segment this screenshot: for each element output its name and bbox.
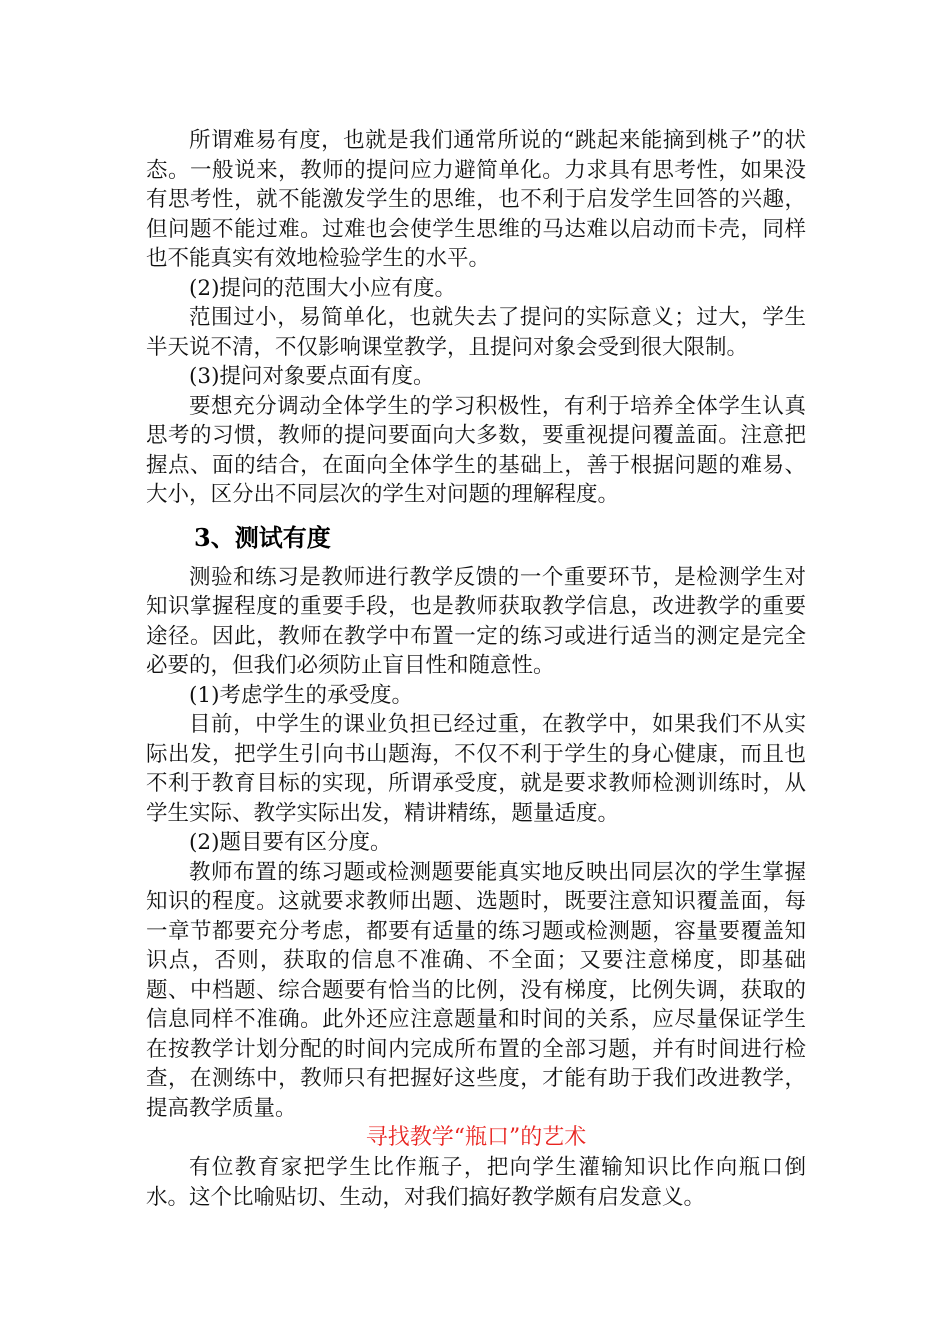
subheading-question-differentiation: (2)题目要有区分度。 <box>189 830 392 855</box>
paragraph-question-target: 要想充分调动全体学生的学习积极性，有利于培养全体学生认真思考的习惯，教师的提问要面向大多数，要重视提问覆盖面。注意把握点、面的结合，在面向全体学生的基础上，善于根据问题的难易、大小，区分出不同层次的学生对问题的理解程度。 <box>146 393 806 507</box>
subheading-student-capacity: (1)考虑学生的承受度。 <box>189 682 413 708</box>
paragraph-question-scope: 范围过小，易简单化，也就失去了提问的实际意义；过大，学生半天说不清，不仅影响课堂教学，且提问对象会受到很大限制。 <box>146 305 806 360</box>
document-body <box>146 126 806 1212</box>
paragraph-bottle-metaphor: 有位教育家把学生比作瓶子，把向学生灌输知识比作向瓶口倒水。这个比喻贴切、生动，对我们搞好教学颇有启发意义。 <box>146 1155 806 1210</box>
paragraph-student-capacity: 目前，中学生的课业负担已经过重，在教学中，如果我们不从实际出发，把学生引向书山题海，不仅不利于学生的身心健康，而且也不利于教育目标的实现，所谓承受度，就是要求教师检测训练时，从学生实际、教学实际出发，精讲精练，题量适度。 <box>146 712 806 826</box>
subheading-question-scope: (2)提问的范围大小应有度。 <box>189 275 456 301</box>
section-heading-testing: 3、测试有度 <box>194 522 331 552</box>
paragraph-question-differentiation: 教师布置的练习题或检测题要能真实地反映出同层次的学生掌握知识的程度。这就要求教师出题、选题时，既要注意知识覆盖面，每一章节都要充分考虑，都要有适量的练习题或检测题，容量要覆盖知识点，否则，获取的信息不准确、不全面；又要注意梯度，即基础题、中档题、综合题要有恰当的比例，没有梯度，比例失调，获取的信息同样不准确。此外还应注意题量和时间的关系，应尽量保证学生在按教学计划分配的时间内完成所布置的全部习题，并有时间进行检查，在测练中，教师只有把握好这些度，才能有助于我们改进教学，提高教学质量。 <box>146 859 806 1121</box>
paragraph-difficulty: 所谓难易有度，也就是我们通常所说的“跳起来能摘到桃子”的状态。一般说来，教师的提问应力避简单化。力求具有思考性，如果没有思考性，就不能激发学生的思维，也不利于启发学生回答的兴趣，但问题不能过难。过难也会使学生思维的马达难以启动而卡壳，同样也不能真实有效地检验学生的水平。 <box>146 128 806 271</box>
subheading-question-target: (3)提问对象要点面有度。 <box>189 364 435 389</box>
article-title-bottle-neck: 寻找教学“瓶口”的艺术 <box>365 1125 587 1150</box>
paragraph-testing-intro: 测验和练习是教师进行教学反馈的一个重要环节，是检测学生对知识掌握程度的重要手段，也是教师获取教学信息，改进教学的重要途径。因此，教师在教学中布置一定的练习或进行适当的测定是完全必要的，但我们必须防止盲目性和随意性。 <box>146 564 806 678</box>
